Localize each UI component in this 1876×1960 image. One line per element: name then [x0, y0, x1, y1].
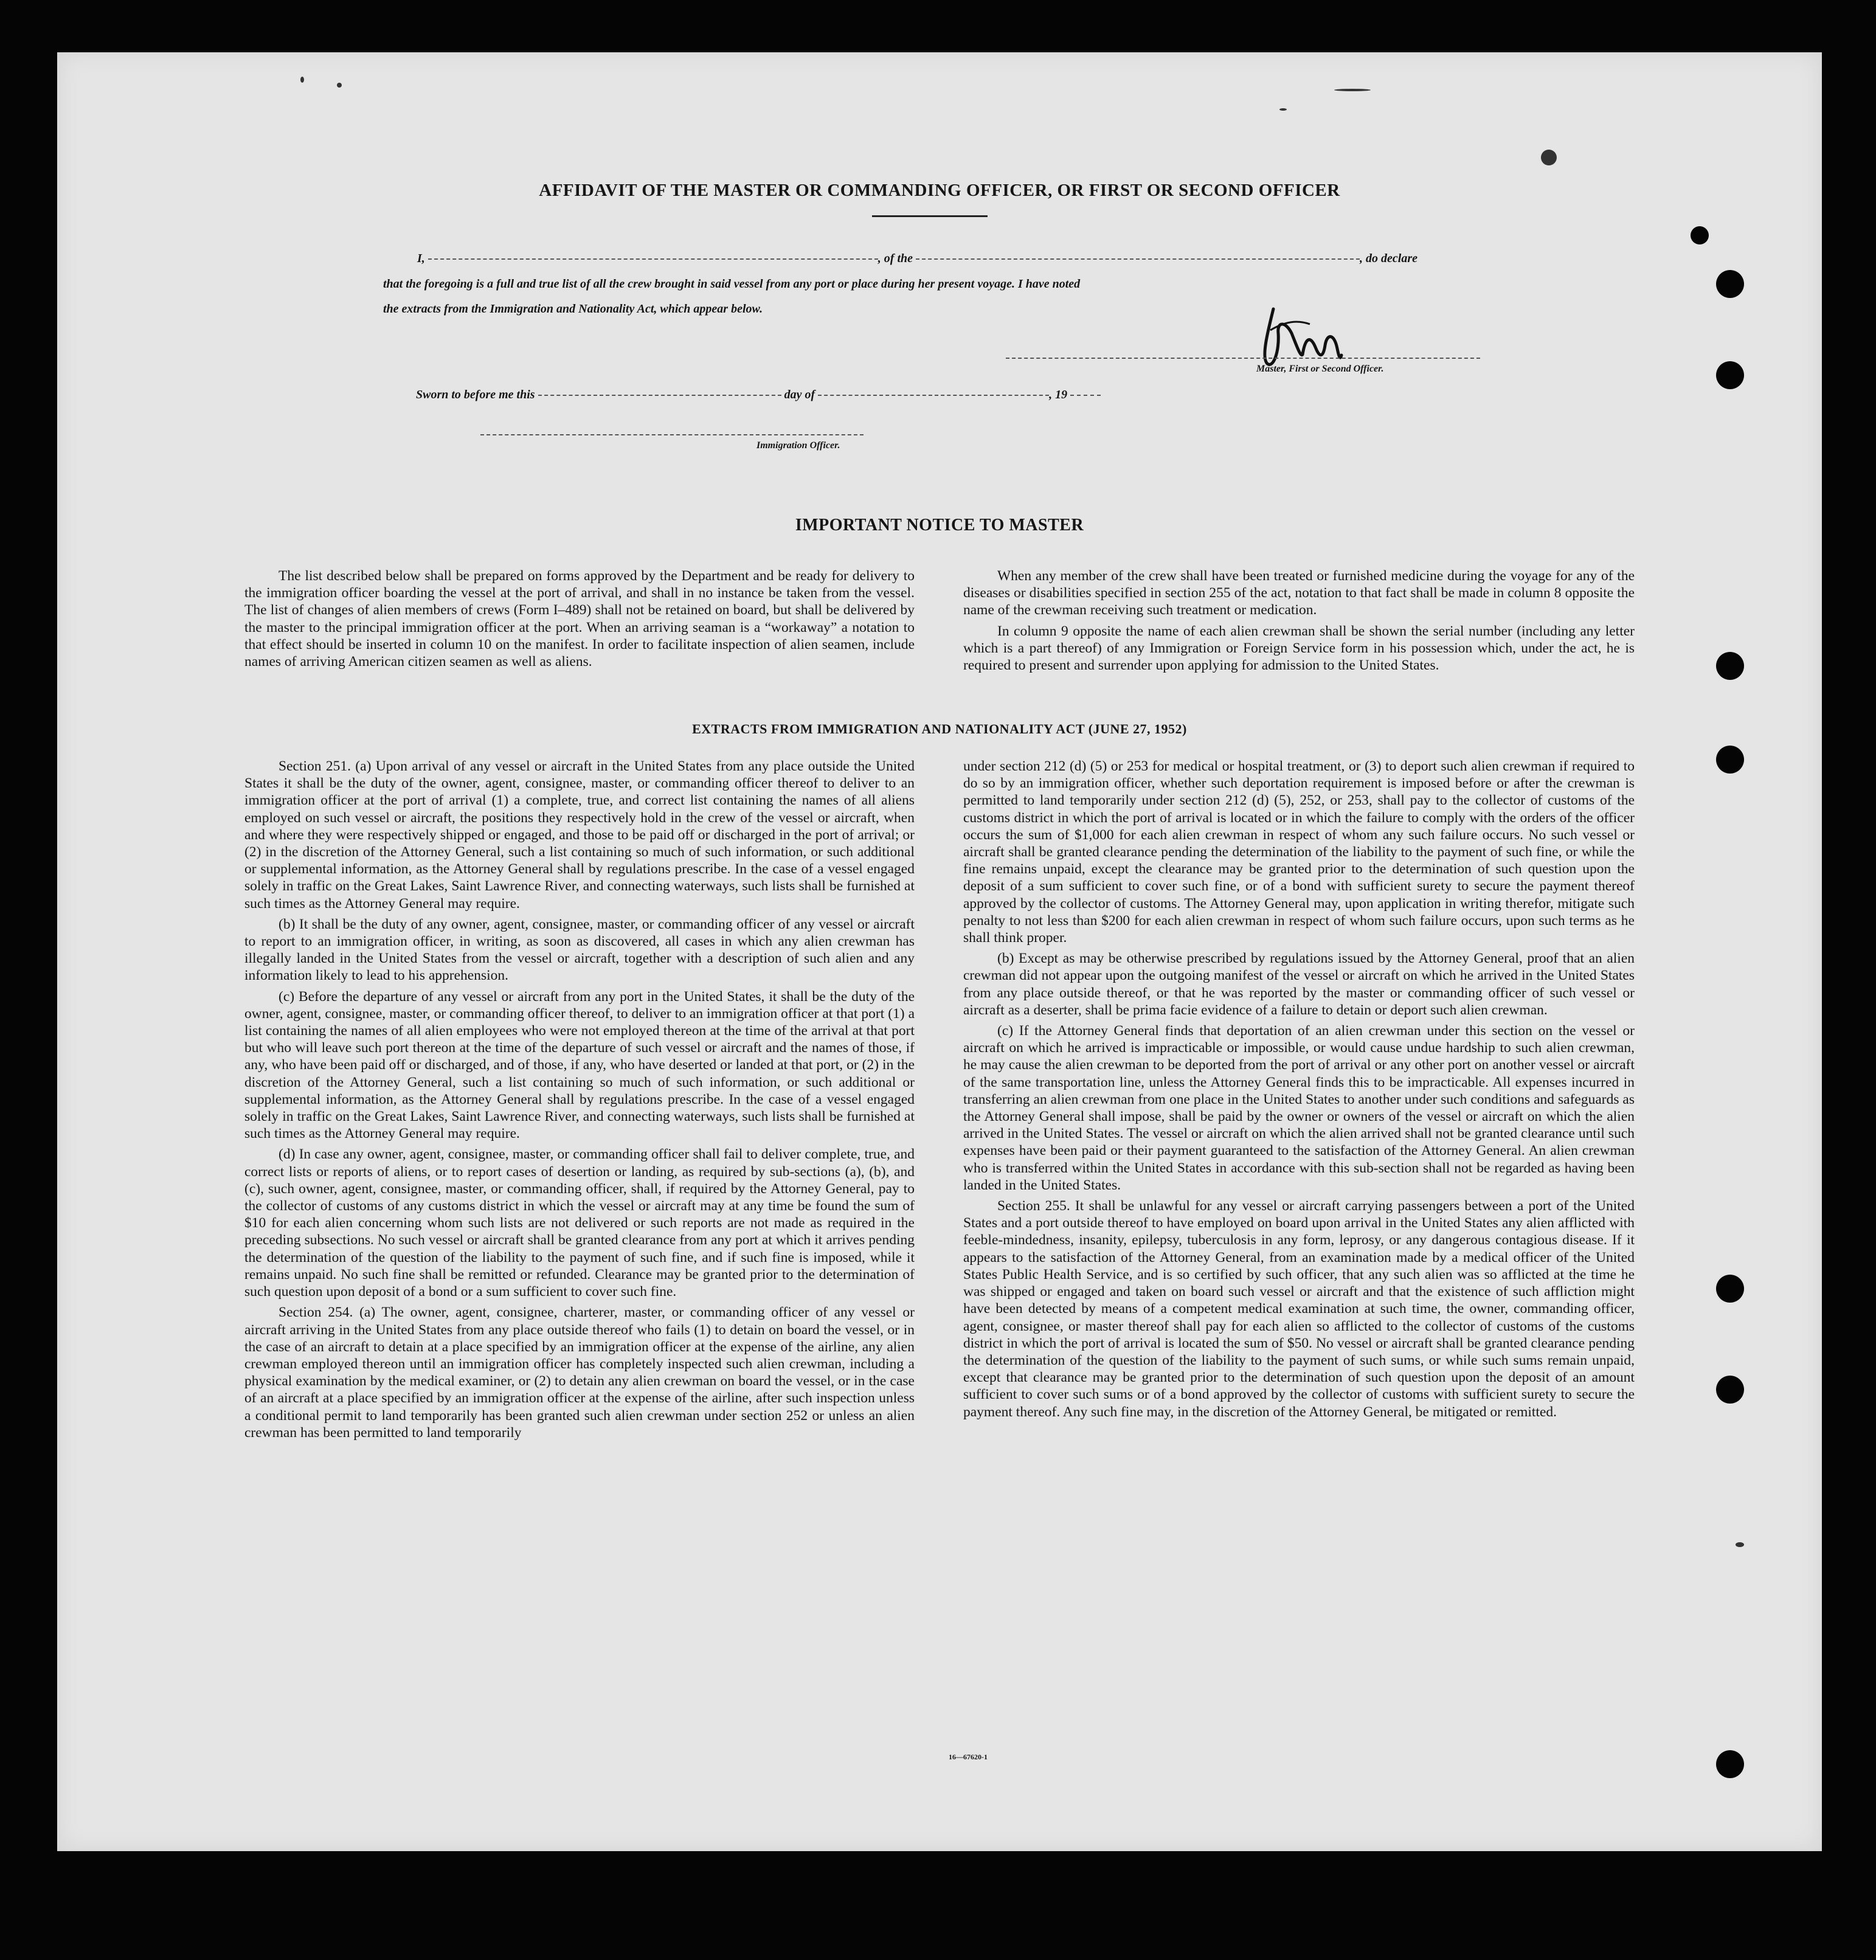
binder-hole: [1716, 1376, 1744, 1404]
form-code: 16—67620-1: [949, 1753, 988, 1761]
notice-title: IMPORTANT NOTICE TO MASTER: [795, 516, 1084, 535]
officer-caption: Immigration Officer.: [756, 440, 840, 451]
affidavit-title: AFFIDAVIT OF THE MASTER OR COMMANDING OFFICER, OR FIRST OR SECOND OFFICER: [539, 181, 1340, 200]
section-251-d: (d) In case any owner, agent, consignee, master, or commanding officer shall fail to deliver complete, true, and correct lists or reports of aliens, or to report cases of desertion or landing, as required by sub-sections (a), (b), and (c), such owner, agent, consignee, master, or commanding officer, shall, if required by the Attorney General, pay to the collector of customs of any customs district in which the vessel or aircraft may at any time be found the sum of $10 for each alien concerning whom such lists are not delivered or such reports are not made as required in the preceding subsections. No such vessel or aircraft shall be granted clearance from any port at which it arrives pending the determination of the question of the liability to the payment of such fine, and if such fine is imposed, while it remains unpaid. No such fine shall be remitted or refunded. Clearance may be granted prior to the determination of such question upon deposit of a bond or a sum sufficient to cover such fine.: [244, 1146, 915, 1300]
name-blank: [428, 258, 878, 260]
notice-left-column: [244, 567, 915, 674]
scan-mark: [300, 77, 304, 83]
document-page: [57, 52, 1822, 1851]
binder-hole: [1716, 1750, 1744, 1778]
scan-mark: [1736, 1542, 1744, 1547]
sworn-year-blank: [1070, 395, 1101, 396]
notice-left-paragraph: The list described below shall be prepared on forms approved by the Department and be ready for delivery to the immigration officer boarding the vessel at the port of arrival, and shall in no instance be taken from the vessel. The list of changes of alien members of crews (Form I–489) shall not be retained on board, but shall be delivered by the master to the principal immigration officer at the port. When an arriving seaman is a “workaway” a notation to that effect should be inserted in column 10 on the manifest. In order to facilitate inspection of alien seamen, include names of arriving American citizen seamen as well as aliens.: [244, 568, 915, 670]
sworn-month-blank: [818, 395, 1049, 396]
extracts-right-column: [963, 758, 1635, 1424]
vessel-blank: [916, 258, 1360, 260]
binder-hole: [1691, 226, 1709, 244]
affidavit-declare-label: , do declare: [1360, 252, 1417, 265]
notice-right-column: [963, 567, 1635, 677]
sworn-day-blank: [538, 395, 781, 396]
affidavit-of-the-label: , of the: [877, 252, 913, 265]
sworn-prefix: Sworn to before me this: [416, 388, 535, 401]
notice-right-paragraph-1: When any member of the crew shall have been treated or furnished medicine during the voyage for any of the diseases or disabilities specified in section 255 of the act, notation to that fact shall be made in column 8 opposite the name of the crewman receiving such treatment or medication.: [963, 568, 1635, 618]
scan-mark: [337, 83, 342, 88]
officer-signature-line: [480, 434, 864, 435]
binder-hole: [1716, 361, 1744, 389]
sworn-line: [416, 388, 1101, 402]
section-251-a: Section 251. (a) Upon arrival of any vessel or aircraft in the United States from any place outside the United States it shall be the duty of the owner, agent, consignee, master, or commanding officer thereof to deliver to an immigration officer at the port of arrival (1) a complete, true, and correct list containing the names of all aliens employed on such vessel or aircraft, the positions they respectively hold in the crew of the vessel or aircraft, when and where they were respectively shipped or engaged, and those to be paid off or discharged in the port of arrival; or (2) in the discretion of the Attorney General, such a list containing so much of such information, or such additional or supplemental information, as the Attorney General shall by regulations prescribe. In the case of a vessel engaged solely in traffic on the Great Lakes, Saint Lawrence River, and connecting waterways, such lists shall be furnished at such times as the Attorney General may require.: [244, 758, 915, 912]
binder-hole: [1716, 270, 1744, 298]
title-rule: [872, 215, 988, 217]
binder-hole: [1716, 1275, 1744, 1303]
scan-mark: [1334, 89, 1371, 91]
section-254-a: Section 254. (a) The owner, agent, consignee, charterer, master, or commanding officer of any vessel or aircraft arriving in the United States from any place outside thereof who fails (1) to detain on board the vessel, or in the case of an aircraft to detain at a place specified by an immigration officer at the expense of the airline, any alien crewman employed thereon until an immigration officer has completely inspected such alien crewman, including a physical examination by the medical examiner, or (2) to detain any alien crewman on board the vessel, or in the case of an aircraft at a place specified by an immigration officer at the expense of the airline, after such inspection unless a conditional permit to land temporarily has been granted such alien crewman under section 252 or unless an alien crewman has been permitted to land temporarily: [244, 1304, 915, 1441]
section-255: Section 255. It shall be unlawful for any vessel or aircraft carrying passengers between a port of the United States and a port outside thereof to have employed on board upon arrival in the United States any alien afflicted with feeble-mindedness, insanity, epilepsy, tuberculosis in any form, leprosy, or any dangerous contagious disease. If it appears to the satisfaction of the Attorney General, from an examination made by a medical officer of the United States Public Health Service, and is so certified by such officer, that any such alien was so afflicted at the time he was shipped or engaged and taken on board such vessel or aircraft and that the existence of such affliction might have been detected by means of a competent medical examination at such time, the owner, commanding officer, agent, consignee, or master thereof shall pay for each alien so afflicted to the collector of customs of the customs district in which the port of arrival is located the sum of $50. No vessel or aircraft shall be granted clearance pending the determination of the question of the liability to the payment of such sums, or while such sums remain unpaid, except that clearance may be granted prior to the determination of such question upon the deposit of an amount sufficient to cover such sums or of a bond approved by the collector of customs with sufficient surety to secure the payment thereof. Any such fine may, in the discretion of the Attorney General, be mitigated or remitted.: [963, 1198, 1635, 1420]
binder-hole: [1716, 746, 1744, 774]
extracts-title: EXTRACTS FROM IMMIGRATION AND NATIONALITY ACT (JUNE 27, 1952): [692, 721, 1187, 736]
section-254-b: (b) Except as may be otherwise prescribed by regulations issued by the Attorney General, proof that an alien crewman did not appear upon the outgoing manifest of the vessel or aircraft on which he arrived in the United States from any place outside thereof, or that he was reported by the master or commanding officer of such vessel or aircraft as a deserter, shall be prima facie evidence of a failure to detain or deport such alien crewman.: [963, 951, 1635, 1018]
signature-line: [1006, 358, 1480, 359]
section-254-c: (c) If the Attorney General finds that deportation of an alien crewman under this section on the vessel or aircraft on which he arrived is impracticable or impossible, or would cause undue hardship to such alien crewman, he may cause the alien crewman to be deported from the port of arrival or any other port on another vessel or aircraft of the same transportation line, unless the Attorney General finds this to be impracticable. All expenses incurred in transferring an alien crewman from one place in the United States to another under such conditions and safeguards as the Attorney General shall impose, shall be paid by the owner or owners of the vessel or aircraft on which the alien arrived in the United States. The vessel or aircraft on which the alien arrived shall not be granted clearance until such expenses have been paid or their payment guaranteed to the satisfaction of the Attorney General. An alien crewman who is transferred within the United States in accordance with this sub-section shall not be regarded as having been landed in the United States.: [963, 1023, 1635, 1193]
sworn-day-of: day of: [784, 388, 815, 401]
signature-caption: Master, First or Second Officer.: [1256, 364, 1384, 374]
affidavit-line-2: that the foregoing is a full and true list of all the crew brought in said vessel from any port or place during her present voyage. I have noted: [383, 277, 1081, 291]
scan-mark: [1279, 108, 1287, 111]
section-251-c: (c) Before the departure of any vessel or aircraft from any port in the United States, it shall be the duty of the owner, agent, consignee, master, or commanding officer thereof, to deliver to an immigration officer at that port (1) a list containing the names of all alien employees who were not employed thereon at the time of the arrival at that port but who will leave such port thereon at the time of the departure of such vessel or aircraft and the names of those, if any, who have been paid off or discharged, and of those, if any, who have deserted or landed at that port, or (2) in the discretion of the Attorney General, such a list containing so much of such information, or such additional or supplemental information, as the Attorney General shall by regulations prescribe. In the case of a vessel engaged solely in traffic on the Great Lakes, Saint Lawrence River, and connecting waterways, such lists shall be furnished at such times as the Attorney General may require.: [244, 988, 915, 1142]
binder-hole: [1716, 652, 1744, 680]
notice-right-paragraph-2: In column 9 opposite the name of each alien crewman shall be shown the serial number (including any letter which is a part thereof) of any Immigration or Foreign Service form in his possession which, under the act, he is required to present and surrender upon applying for admission to the United States.: [963, 623, 1635, 674]
section-254-a-continued: under section 212 (d) (5) or 253 for medical or hospital treatment, or (3) to deport such alien crewman if required to do so by an immigration officer, whether such deportation requirement is imposed before or after the crewman is permitted to land temporarily under section 212 (d) (5), 252, or 253, shall pay to the collector of customs of the customs district in which the port of arrival is located or in which the failure to comply with the orders of the officer occurs the sum of $1,000 for each alien crewman in respect of whom any such failure occurs. No such vessel or aircraft shall be granted clearance pending the determination of the liability to the payment of such fine, or while the fine remains unpaid, except the clearance may be granted prior to the determination of such question upon the deposit of a sum sufficient to cover such fine, or of a bond with sufficient surety to secure the payment thereof approved by the collector of customs. The Attorney General may, upon application in writing therefor, mitigate such penalty to not less than $200 for each alien crewman in respect of whom such failure occurs, upon such terms as he shall think proper.: [963, 758, 1635, 946]
affidavit-line-3: the extracts from the Immigration and Nationality Act, which appear below.: [383, 302, 763, 316]
affidavit-i-label: I,: [417, 252, 425, 265]
affidavit-line-1: [417, 252, 1417, 266]
section-251-b: (b) It shall be the duty of any owner, agent, consignee, master, or commanding officer of any vessel or aircraft to report to an immigration officer, in writing, as soon as discovered, all cases in which any alien crewman has illegally landed in the United States from the vessel or aircraft, together with a description of such alien and any information likely to lead to his apprehension.: [244, 916, 915, 984]
extracts-left-column: [244, 758, 915, 1445]
sworn-year: , 19: [1049, 388, 1068, 401]
scan-mark: [1541, 150, 1557, 165]
